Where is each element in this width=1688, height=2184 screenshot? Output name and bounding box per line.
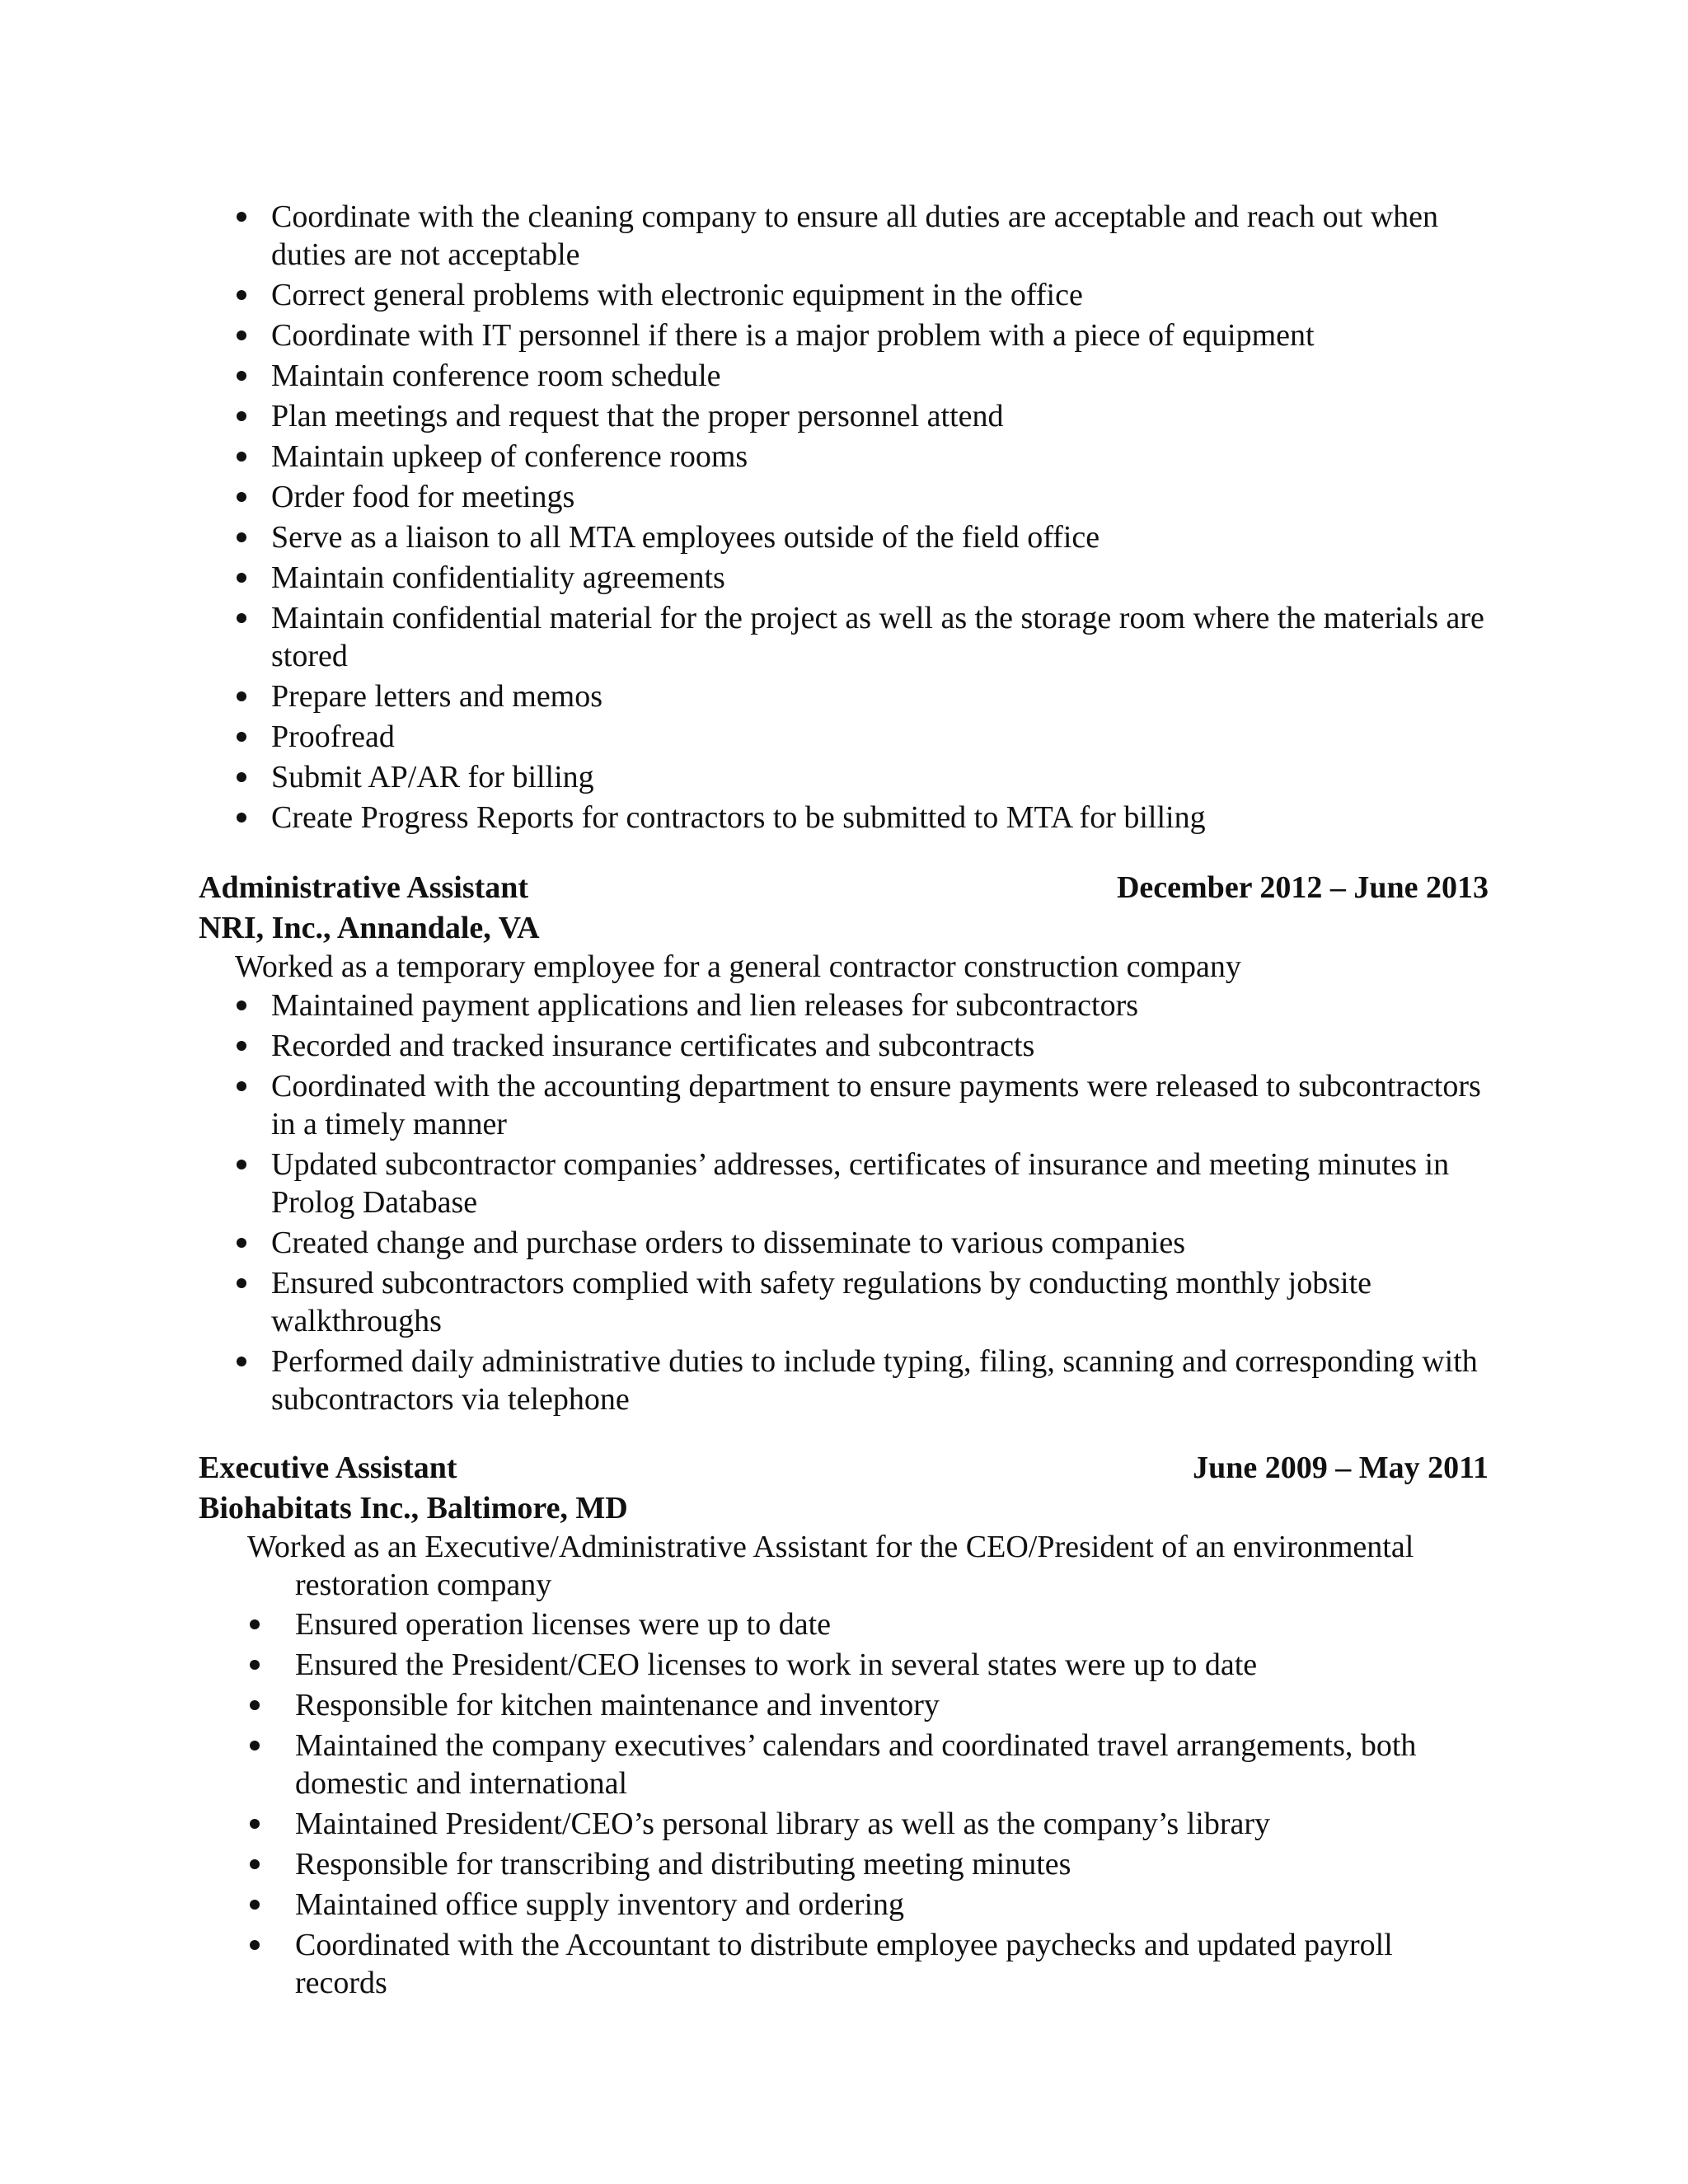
list-item: Ensured the President/CEO licenses to work in several states were up to date — [295, 1646, 1489, 1684]
job-summary: Worked as a temporary employee for a general contractor construction company — [235, 949, 1241, 984]
duties-list — [271, 198, 1491, 839]
list-item: Coordinate with the cleaning company to ensure all duties are acceptable and reach out when duties are not acceptable — [271, 198, 1491, 274]
list-item: Correct general problems with electronic equipment in the office — [271, 276, 1491, 314]
list-item: Prepare letters and memos — [271, 677, 1491, 715]
list-item: Ensured subcontractors complied with safety regulations by conducting monthly jobsite walkthroughs — [271, 1264, 1489, 1340]
list-item: Ensured operation licenses were up to date — [295, 1605, 1489, 1643]
list-item: Order food for meetings — [271, 478, 1491, 516]
list-item: Serve as a liaison to all MTA employees outside of the field office — [271, 518, 1491, 556]
job-summary-line: Worked as an Executive/Administrative Assistant for the CEO/President of an environmental — [247, 1530, 1414, 1564]
responsibilities-list — [295, 1605, 1489, 2002]
list-item: Created change and purchase orders to disseminate to various companies — [271, 1224, 1489, 1262]
job-entry-nri — [199, 869, 1489, 1421]
list-item: Plan meetings and request that the proper personnel attend — [271, 397, 1491, 435]
list-item: Maintained office supply inventory and ordering — [295, 1886, 1489, 1924]
job-entry-biohabitats — [199, 1449, 1489, 2004]
list-item: Submit AP/AR for billing — [271, 758, 1491, 796]
list-item: Maintained payment applications and lien releases for subcontractors — [271, 987, 1489, 1024]
list-item: Responsible for transcribing and distributing meeting minutes — [295, 1845, 1489, 1883]
list-item: Maintain conference room schedule — [271, 357, 1491, 395]
responsibilities-list — [271, 987, 1489, 1418]
job-dates: June 2009 – May 2011 — [1193, 1451, 1489, 1485]
job-title: Administrative Assistant — [199, 870, 529, 905]
job-header — [199, 869, 1489, 907]
list-item: Maintain upkeep of conference rooms — [271, 438, 1491, 476]
job-title: Executive Assistant — [199, 1451, 457, 1485]
list-item: Maintain confidentiality agreements — [271, 559, 1491, 597]
list-item: Maintained the company executives’ calendars and coordinated travel arrangements, both domestic and international — [295, 1727, 1489, 1802]
job-summary-continuation: restoration company — [295, 1568, 552, 1602]
job-summary — [199, 1528, 1489, 1604]
list-item: Create Progress Reports for contractors to be submitted to MTA for billing — [271, 799, 1491, 837]
list-item: Proofread — [271, 718, 1491, 756]
list-item: Recorded and tracked insurance certificates and subcontracts — [271, 1027, 1489, 1065]
list-item: Updated subcontractor companies’ addresses, certificates of insurance and meeting minutes in Prolog Database — [271, 1146, 1489, 1221]
list-item: Responsible for kitchen maintenance and inventory — [295, 1686, 1489, 1724]
job-header — [199, 1449, 1489, 1487]
list-item: Coordinate with IT personnel if there is a major problem with a piece of equipment — [271, 316, 1491, 354]
company-name: Biohabitats Inc., Baltimore, MD — [199, 1491, 628, 1526]
list-item: Maintain confidential material for the project as well as the storage room where the materials are stored — [271, 599, 1491, 675]
job-dates: December 2012 – June 2013 — [1116, 870, 1489, 905]
list-item: Coordinated with the accounting department to ensure payments were released to subcontractors in a timely manner — [271, 1067, 1489, 1143]
list-item: Performed daily administrative duties to include typing, filing, scanning and corresponding with subcontractors via telephone — [271, 1343, 1489, 1418]
list-item: Maintained President/CEO’s personal library as well as the company’s library — [295, 1805, 1489, 1843]
list-item: Coordinated with the Accountant to distribute employee paychecks and updated payroll records — [295, 1926, 1489, 2002]
company-name: NRI, Inc., Annandale, VA — [199, 911, 540, 945]
